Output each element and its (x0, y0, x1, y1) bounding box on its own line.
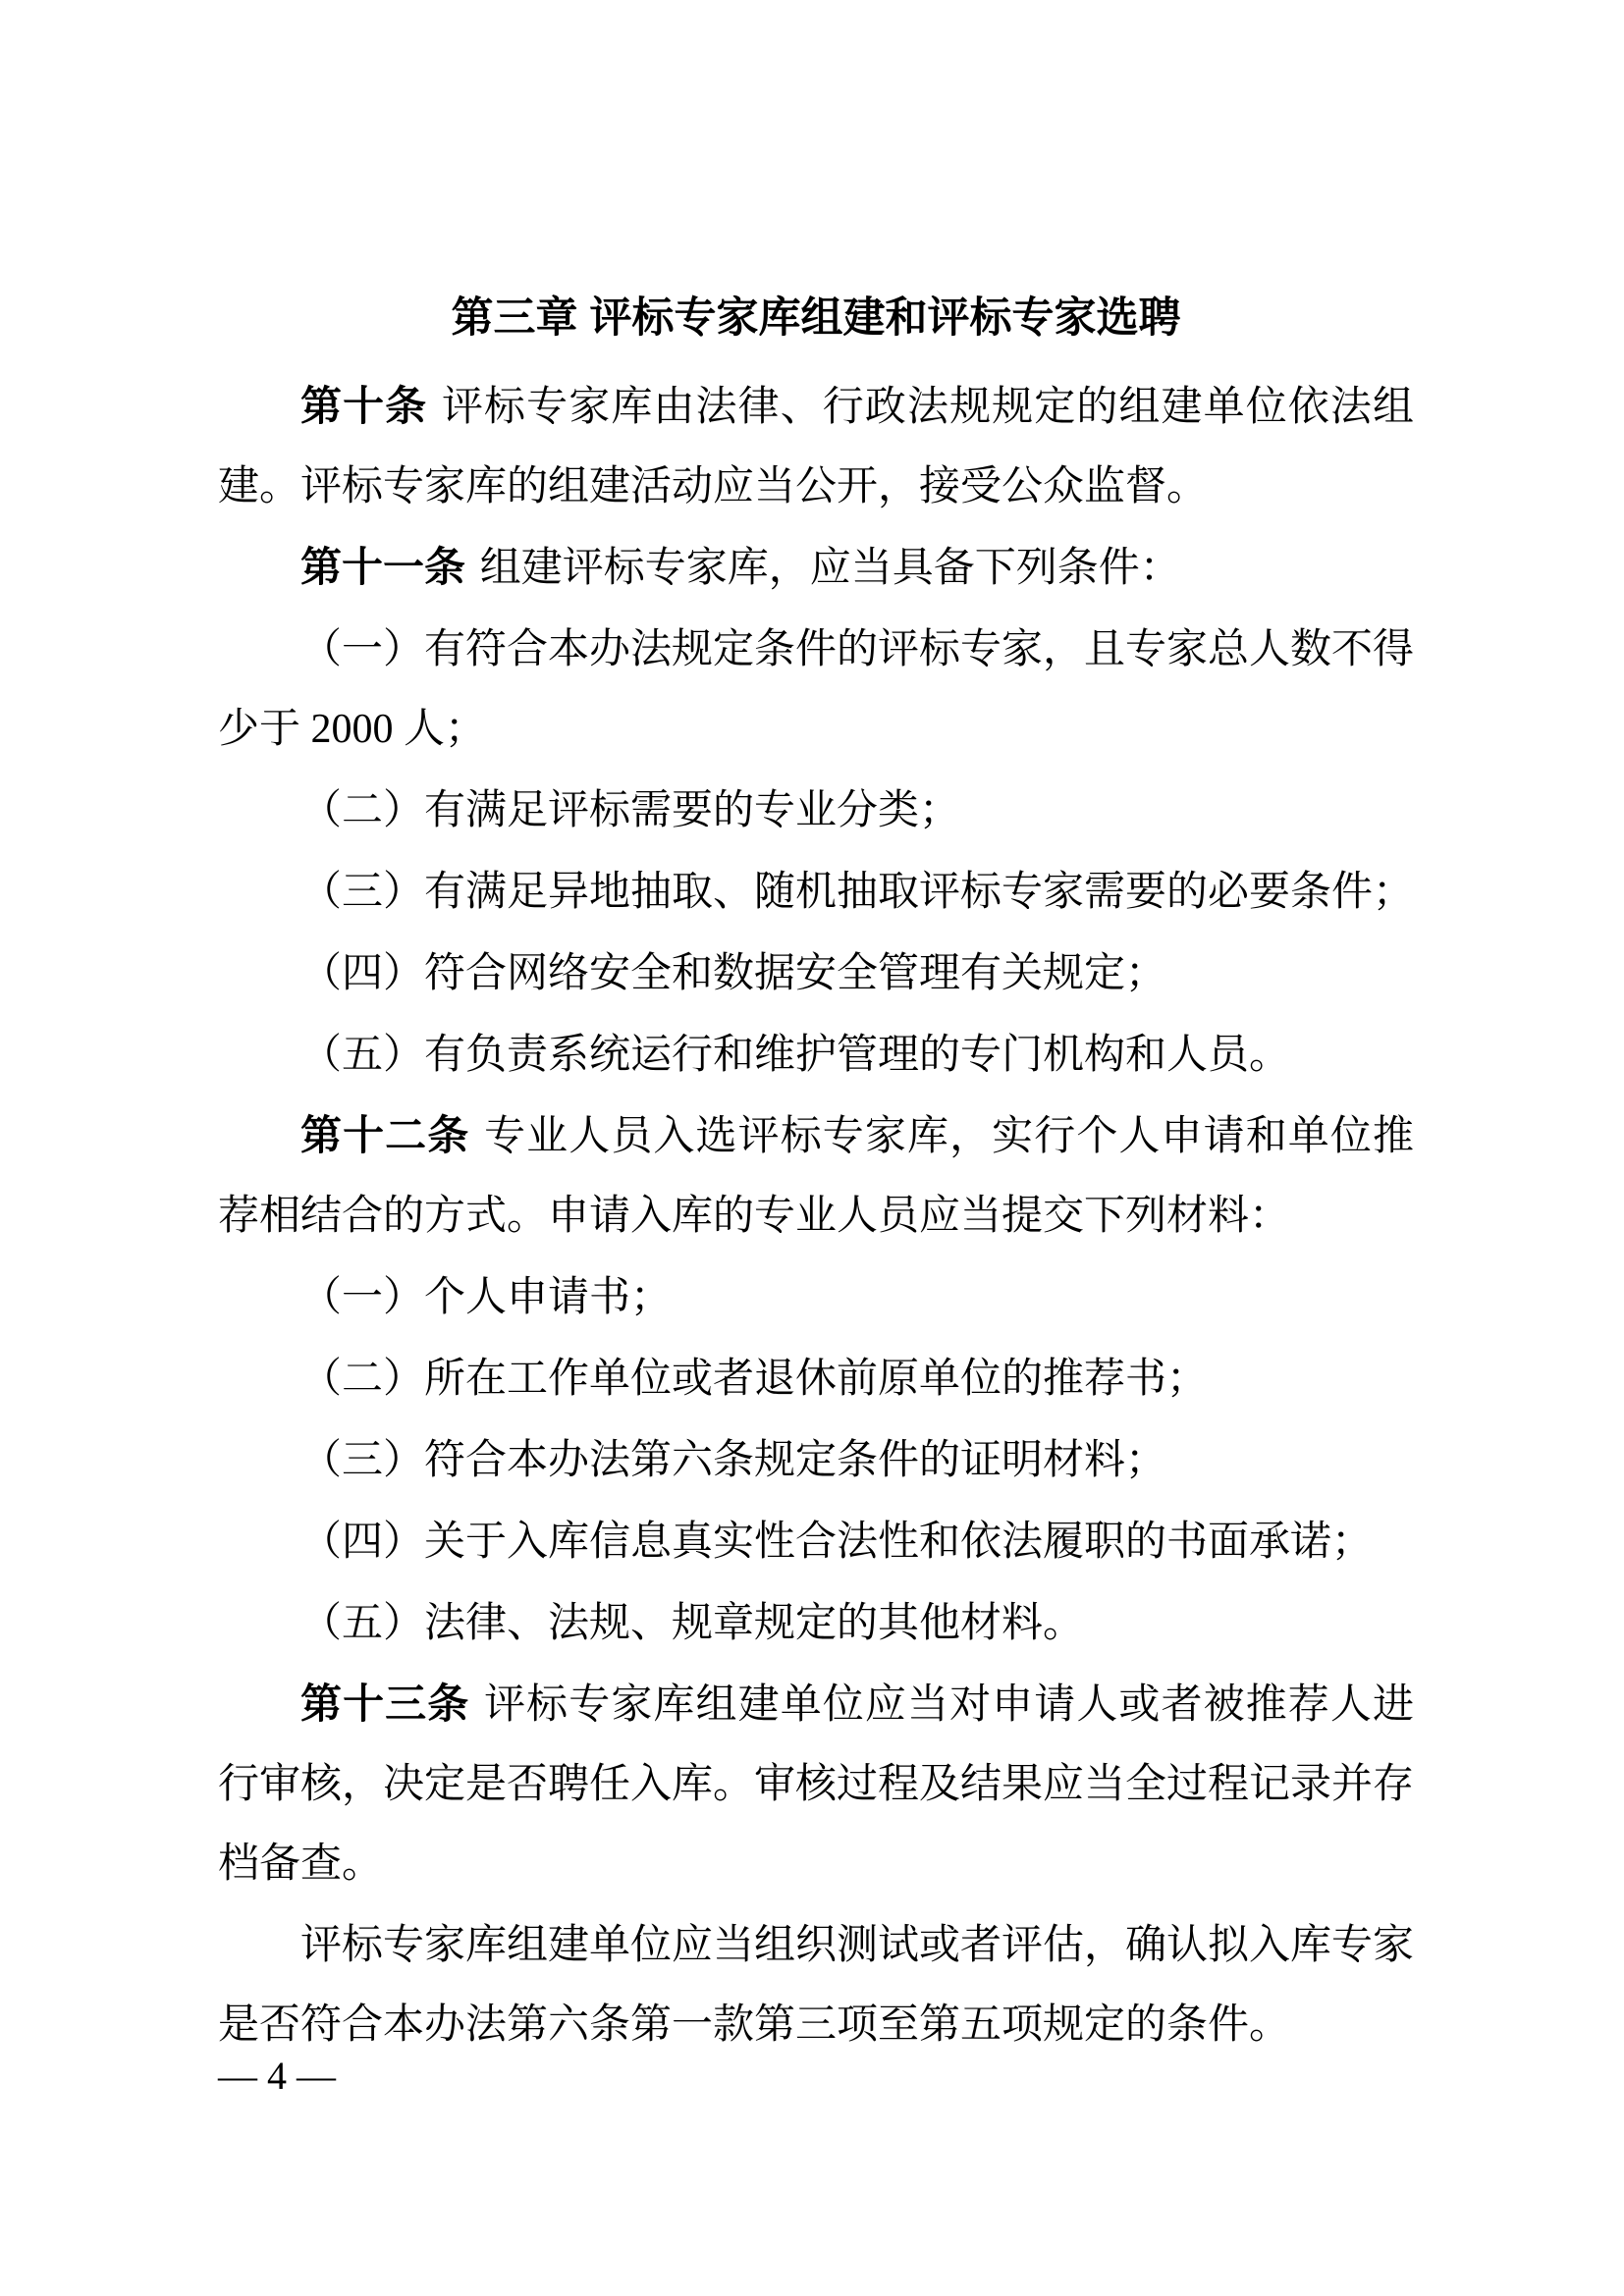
article-paragraph (218, 1095, 1414, 1256)
paragraph-text: （一）有符合本办法规定条件的评标专家，且专家总人数不得少于 2000 人； (218, 627, 1415, 752)
article-number-label: 第十条 (300, 383, 428, 429)
plain-paragraph (218, 1904, 1414, 2065)
paragraph-text: （四）关于入库信息真实性合法性和依法履职的书面承诺； (300, 1520, 1374, 1565)
article-paragraph (218, 527, 1414, 609)
article-number-label: 第十二条 (300, 1112, 470, 1158)
list-item-paragraph (218, 609, 1414, 770)
paragraph-text: 评标专家库组建单位应当对申请人或者被推荐人进行审核，决定是否聘任入库。审核过程及结果应当全过程记录并存档备查。 (218, 1682, 1415, 1887)
paragraph-text: 评标专家库组建单位应当组织测试或者评估，确认拟入库专家是否符合本办法第六条第一款第三项至第五项规定的条件。 (218, 1923, 1415, 2048)
list-item-paragraph (218, 1014, 1414, 1095)
article-number-label: 第十一条 (300, 544, 466, 590)
list-item-paragraph (218, 1501, 1414, 1582)
list-item-paragraph (218, 851, 1414, 933)
paragraph-text: （四）符合网络安全和数据安全管理有关规定； (300, 951, 1167, 996)
chapter-title: 第三章 评标专家库组建和评标专家选聘 (451, 294, 1181, 342)
article-number-label: 第十三条 (300, 1681, 470, 1727)
list-item-paragraph (218, 1338, 1414, 1419)
article-paragraph (218, 366, 1414, 527)
paragraph-text: 组建评标专家库，应当具备下列条件： (479, 546, 1181, 591)
article-paragraph (218, 1664, 1414, 1904)
paragraph-text: （三）符合本办法第六条规定条件的证明材料； (300, 1438, 1167, 1483)
list-item-paragraph (218, 933, 1414, 1014)
paragraph-text: 评标专家库由法律、行政法规规定的组建单位依法组建。评标专家库的组建活动应当公开，接受公众监督。 (218, 385, 1414, 509)
list-item-paragraph (218, 1582, 1414, 1664)
page-number: — 4 — (218, 2054, 336, 2098)
paragraph-text: （五）法律、法规、规章规定的其他材料。 (300, 1601, 1085, 1646)
paragraph-text: （二）所在工作单位或者退休前原单位的推荐书； (300, 1357, 1209, 1402)
paragraph-text: （一）个人申请书； (300, 1275, 673, 1320)
list-item-paragraph (218, 1419, 1414, 1501)
list-item-paragraph (218, 770, 1414, 851)
paragraph-text: （三）有满足异地抽取、随机抽取评标专家需要的必要条件； (300, 870, 1415, 915)
paragraph-text: （五）有负责系统运行和维护管理的专门机构和人员。 (300, 1033, 1291, 1078)
paragraph-text: （二）有满足评标需要的专业分类； (300, 788, 961, 833)
paragraph-text: 专业人员入选评标专家库，实行个人申请和单位推荐相结合的方式。申请入库的专业人员应当提交下列材料： (218, 1114, 1414, 1239)
list-item-paragraph (218, 1256, 1414, 1338)
document-body (218, 279, 1414, 2065)
